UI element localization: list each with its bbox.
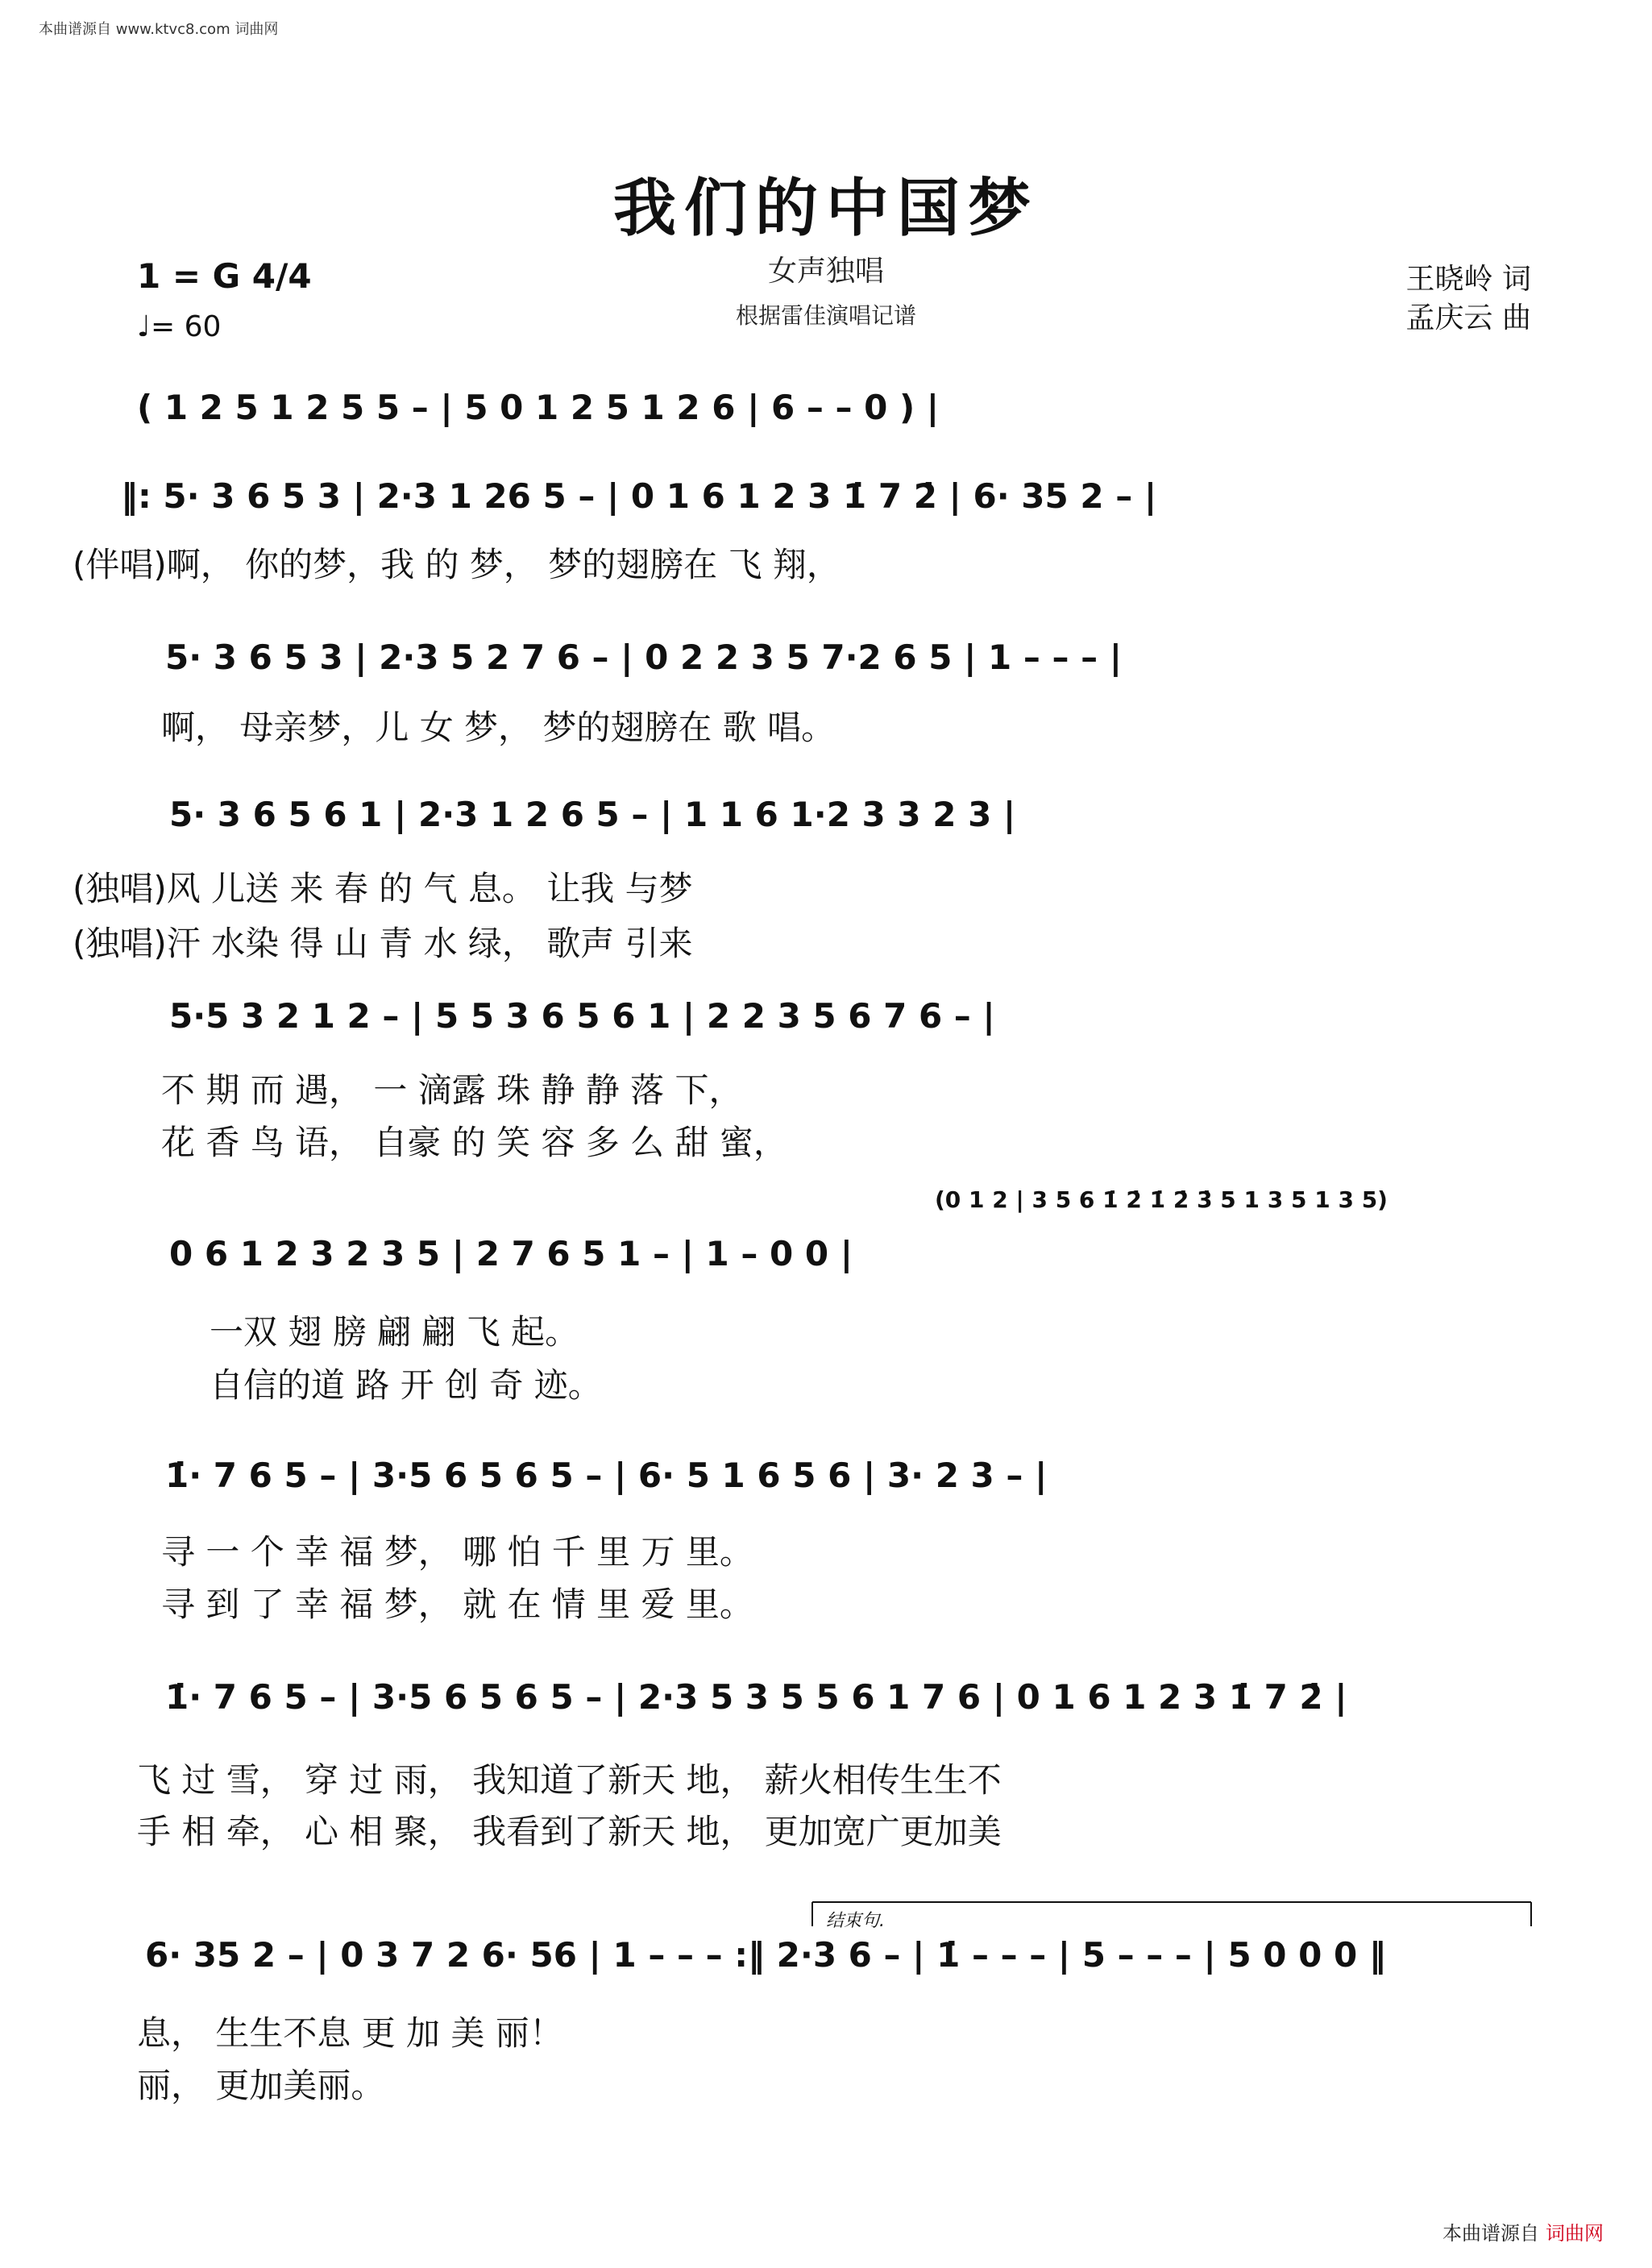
lyric-text: 飞 过 雪， 穿 过 雨， 我知道了新天 地， 薪火相传生生不 (137, 1760, 1002, 1800)
notes-line-1: ( 1 2 5 1 2 5 5 – | 5 0 1 2 5 1 2 6 | 6 – – 0 ) | (137, 388, 940, 427)
score-line-6 (0, 1209, 1652, 1322)
lyricist-credit: 王晓岭 词 (1405, 263, 1531, 296)
lyrics-line-7b (0, 1578, 1652, 1626)
lyrics-line-6b (0, 1359, 1652, 1407)
interlude-notes: (0 1 2 | 3 5 6 1̇ 2̇ 1̇ 2̇ 3̇ 5 1 3 5 1 3 5) (935, 1186, 1388, 1213)
ending-label: 结束句. (826, 1911, 885, 1931)
notes-line-9: 6· 35 2 – | 0 3 7 2 6· 56 | 1 – – – :‖ 2·3 6 – | 1̇ – – – | 5 – – – | 5 0 0 0 ‖ (145, 1935, 1386, 1975)
notes-line-6: 0 6 1 2 3 2 3 5 | 2 7 6 5 1 – | 1 – 0 0 | (169, 1234, 853, 1273)
key-signature: 1 = G 4/4 (137, 256, 312, 296)
lyric-text: 寻 到 了 幸 福 梦， 就 在 情 里 爱 里。 (161, 1585, 753, 1624)
lyric-text: (伴唱)啊， 你的梦，我 的 梦， 梦的翅膀在 飞 翔， (73, 545, 841, 584)
lyrics-line-4a (0, 862, 1652, 911)
song-title: 我们的中国梦 (612, 172, 1039, 245)
lyrics-line-2 (0, 538, 1652, 587)
lyrics-line-6a (0, 1306, 1652, 1354)
lyrics-line-4b (0, 917, 1652, 966)
lyric-text: 寻 一 个 幸 福 梦， 哪 怕 千 里 万 里。 (161, 1532, 753, 1572)
lyrics-line-5a (0, 1064, 1652, 1112)
lyric-text: 息， 生生不息 更 加 美 丽！ (137, 2013, 563, 2053)
lyrics-line-7a (0, 1526, 1652, 1574)
lyric-text: 花 香 鸟 语， 自豪 的 笑 容 多 么 甜 蜜， (161, 1123, 787, 1162)
footer-site: 词曲网 (1546, 2222, 1604, 2245)
notes-line-3: 5· 3 6 5 3 | 2·3 5 2 7 6 – | 0 2 2 3 5 7·2 6 5 | 1 – – – | (165, 638, 1123, 677)
notes-line-2: ‖: 5· 3 6 5 3 | 2·3 1 26 5 – | 0 1 6 1 2 3 1̇ 7 2̇ | 6· 35 2 – | (121, 476, 1157, 516)
notes-line-5: 5·5 3 2 1 2 – | 5 5 3 6 5 6 1 | 2 2 3 5 6 7 6 – | (169, 996, 995, 1036)
lyric-text: 一双 翅 膀 翩 翩 飞 起。 (210, 1312, 579, 1352)
notes-line-8: 1̇· 7 6 5 – | 3·5 6 5 6 5 – | 2·3 5 3 5 5 6 1 7 6 | 0 1 6 1 2 3 1̇ 7 2̇ | (165, 1677, 1347, 1717)
lyric-text: (独唱)风 儿送 来 春 的 气 息。 让我 与梦 (73, 869, 693, 908)
footer-text: 本曲谱源自 (1442, 2222, 1539, 2245)
notes-line-7: 1̇· 7 6 5 – | 3·5 6 5 6 5 – | 6· 5 1 6 5 6 | 3· 2 3 – | (165, 1456, 1048, 1495)
source-header: 本曲谱源自 www.ktvc8.com 词曲网 (39, 21, 279, 38)
lyric-text: 啊， 母亲梦，儿 女 梦， 梦的翅膀在 歌 唱。 (161, 708, 836, 747)
lyrics-line-8b (0, 1805, 1652, 1854)
lyric-text: (独唱)汗 水染 得 山 青 水 绿， 歌声 引来 (73, 924, 693, 963)
footer (1442, 2217, 1604, 2245)
lyric-text: 不 期 而 遇， 一 滴露 珠 静 静 落 下， (161, 1070, 743, 1110)
notes-line-4: 5· 3 6 5 6 1 | 2·3 1 2 6 5 – | 1 1 6 1·2 3 3 2 3 | (169, 795, 1016, 834)
lyrics-line-5b (0, 1116, 1652, 1165)
tempo-marking: ♩= 60 (137, 310, 222, 343)
score-line-8 (0, 1652, 1652, 1765)
lyric-text: 手 相 牵， 心 相 聚， 我看到了新天 地， 更加宽广更加美 (137, 1812, 1002, 1851)
lyric-text: 自信的道 路 开 创 奇 迹。 (210, 1365, 602, 1405)
lyrics-line-8a (0, 1754, 1652, 1802)
composer-credit: 孟庆云 曲 (1405, 301, 1531, 334)
song-subtitle: 女声独唱 (767, 255, 884, 288)
transcription-note: 根据雷佳演唱记谱 (735, 302, 916, 329)
lyrics-line-9b (0, 2059, 1652, 2108)
lyrics-line-3 (0, 701, 1652, 750)
score-line-9 (0, 1910, 1652, 2023)
lyrics-line-9a (0, 2007, 1652, 2055)
lyric-text: 丽， 更加美丽。 (137, 2066, 385, 2105)
